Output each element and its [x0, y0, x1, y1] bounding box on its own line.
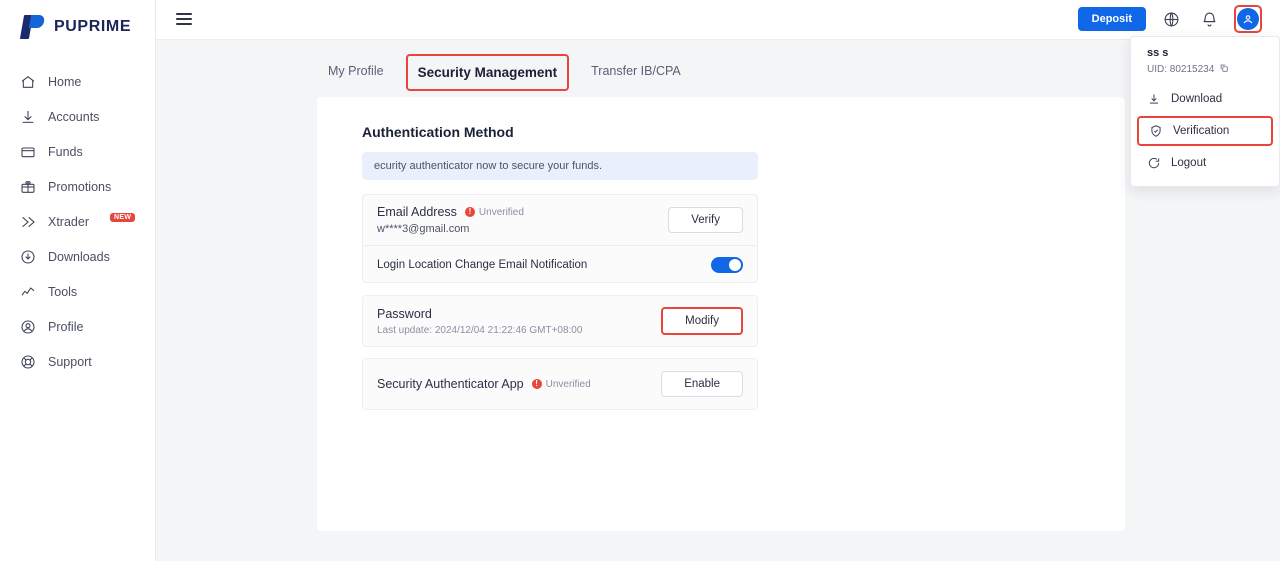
- sidebar-item-profile[interactable]: [0, 309, 155, 344]
- sidebar-nav: [0, 64, 155, 379]
- authenticator-status-text: Unverified: [545, 378, 591, 390]
- email-row: [363, 195, 757, 246]
- menu-item-label: Verification: [1173, 125, 1230, 137]
- email-card: [362, 194, 758, 283]
- password-card: [362, 295, 758, 347]
- sidebar-item-tools[interactable]: [0, 274, 155, 309]
- account-uid: [1131, 63, 1279, 84]
- support-icon: [20, 354, 36, 370]
- enable-authenticator-button[interactable]: Enable: [661, 371, 743, 397]
- sidebar-item-label: Downloads: [48, 249, 110, 264]
- sidebar-item-label: Profile: [48, 319, 84, 334]
- password-row: [363, 296, 757, 346]
- menu-item-verification[interactable]: [1137, 116, 1273, 146]
- password-label: Password: [377, 306, 432, 321]
- download-icon: [1147, 92, 1161, 106]
- authenticator-row: [363, 359, 757, 409]
- sidebar-item-funds[interactable]: [0, 134, 155, 169]
- sidebar-item-label: Xtrader: [48, 214, 89, 229]
- bell-icon[interactable]: [1196, 6, 1222, 32]
- menu-item-logout[interactable]: [1131, 148, 1279, 178]
- sidebar-item-label: Funds: [48, 144, 83, 159]
- topbar-actions: [1078, 5, 1262, 33]
- home-icon: [20, 74, 36, 90]
- user-circle-icon[interactable]: [1234, 5, 1262, 33]
- tab-my-profile[interactable]: My Profile: [328, 64, 384, 78]
- logout-icon: [1147, 156, 1161, 170]
- profile-icon: [20, 319, 36, 335]
- promotions-icon: [20, 179, 36, 195]
- tab-security-management[interactable]: Security Management: [406, 54, 570, 91]
- email-info: [377, 205, 524, 235]
- downloads-icon: [20, 249, 36, 265]
- globe-icon[interactable]: [1158, 6, 1184, 32]
- sidebar-item-label: Home: [48, 74, 82, 89]
- content-area: [156, 40, 1280, 561]
- menu-item-label: Logout: [1171, 157, 1207, 169]
- menu-item-label: Download: [1171, 93, 1223, 105]
- sidebar-item-label: Support: [48, 354, 92, 369]
- deposit-button[interactable]: Deposit: [1078, 7, 1146, 31]
- login-notification-toggle[interactable]: [711, 257, 743, 273]
- email-value: w****3@gmail.com: [377, 223, 470, 235]
- password-info: [377, 307, 582, 336]
- avatar: [1237, 8, 1259, 30]
- funds-icon: [20, 144, 36, 160]
- authenticator-label: Security Authenticator App: [377, 377, 524, 391]
- copy-icon[interactable]: [1219, 63, 1229, 76]
- verify-email-button[interactable]: Verify: [668, 207, 743, 233]
- hamburger-icon[interactable]: [176, 8, 198, 30]
- tab-bar: [156, 40, 1280, 96]
- brand-logo[interactable]: [0, 4, 155, 50]
- sidebar-item-downloads[interactable]: [0, 239, 155, 274]
- authenticator-card: [362, 358, 758, 410]
- warning-icon: !: [465, 207, 475, 217]
- sidebar-item-accounts[interactable]: [0, 99, 155, 134]
- modify-password-button[interactable]: Modify: [661, 307, 743, 335]
- sidebar-item-label: Accounts: [48, 109, 100, 124]
- xtrader-icon: [20, 214, 36, 230]
- menu-item-download[interactable]: [1131, 84, 1279, 114]
- password-last-update: Last update: 2024/12/04 21:22:46 GMT+08:00: [377, 324, 583, 336]
- tab-transfer-ib-cpa[interactable]: Transfer IB/CPA: [591, 64, 681, 78]
- login-notification-label: Login Location Change Email Notification: [377, 258, 588, 271]
- sidebar-badge-new: NEW: [110, 213, 135, 222]
- account-name: ss s: [1147, 47, 1169, 59]
- puprime-logo-icon: [22, 14, 46, 40]
- warning-icon: !: [532, 379, 542, 389]
- sidebar-item-promotions[interactable]: [0, 169, 155, 204]
- sidebar-item-label: Promotions: [48, 179, 112, 194]
- authenticator-status-badge: [532, 379, 591, 390]
- login-notification-row: [363, 246, 757, 283]
- sidebar-item-home[interactable]: [0, 64, 155, 99]
- sidebar-item-support[interactable]: [0, 344, 155, 379]
- security-notice: ecurity authenticator now to secure your funds.: [362, 152, 758, 180]
- email-status-text: Unverified: [478, 206, 524, 218]
- account-menu: [1130, 36, 1280, 187]
- email-status-badge: [465, 207, 524, 218]
- brand-name: PUPRIME: [54, 18, 132, 35]
- section-title: Authentication Method: [362, 124, 514, 140]
- email-label: Email Address: [377, 205, 457, 219]
- sidebar-item-label: Tools: [48, 284, 78, 299]
- shield-check-icon: [1149, 124, 1163, 138]
- sidebar-item-xtrader[interactable]: [0, 204, 155, 239]
- account-uid-text: UID: 80215234: [1147, 64, 1215, 75]
- tools-icon: [20, 284, 36, 300]
- sidebar: [0, 0, 156, 561]
- accounts-icon: [20, 109, 36, 125]
